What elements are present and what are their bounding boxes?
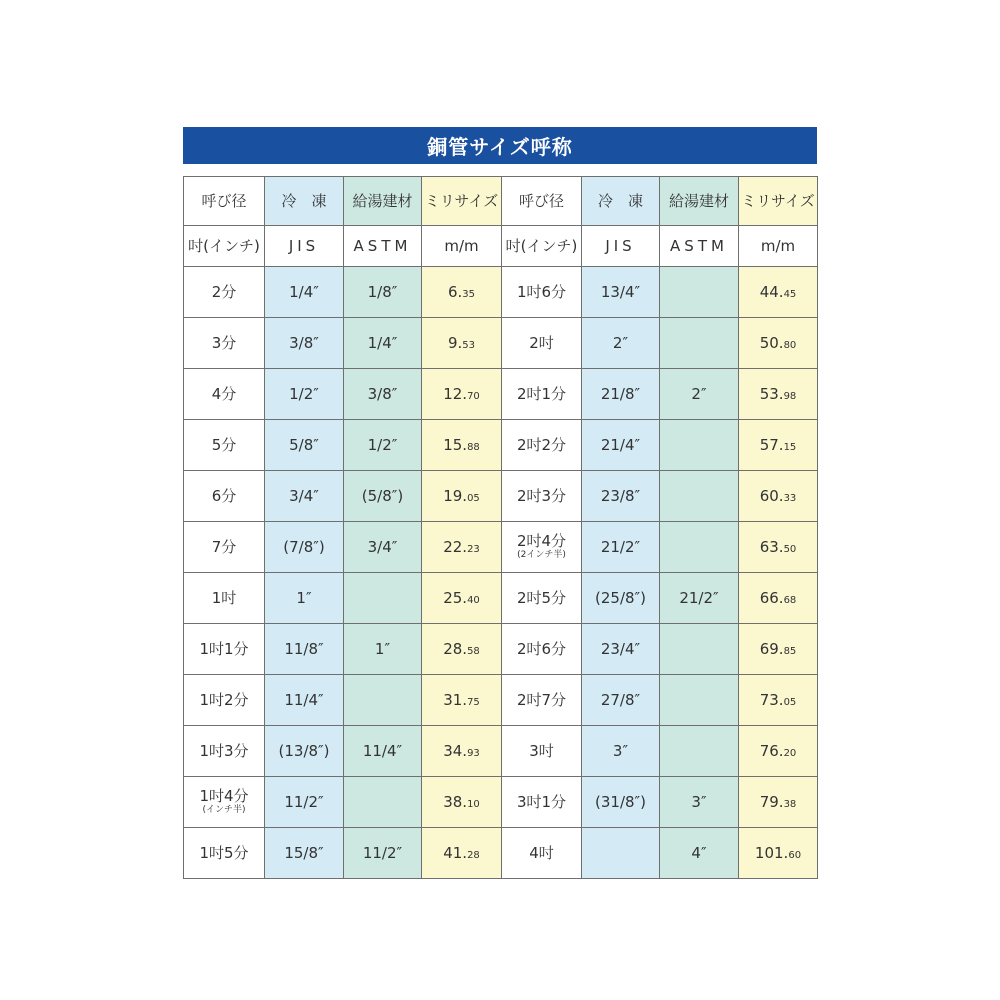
jis-cell: [582, 726, 660, 777]
mm-decimal: 10: [467, 798, 480, 810]
mm-integer: 53.: [759, 384, 784, 403]
astm-cell: [344, 369, 422, 420]
jis-text: 1/4″: [289, 282, 319, 301]
size-name-text: 3分: [211, 333, 237, 352]
mm-integer: 63.: [759, 537, 784, 556]
size-name-cell: [502, 471, 582, 522]
mm-cell: [739, 267, 818, 318]
size-name-text: 2吋7分: [516, 690, 567, 709]
astm-text: 1/8″: [367, 282, 398, 301]
unit-cell: JIS: [582, 226, 660, 267]
astm-cell: [660, 420, 739, 471]
jis-text: 23/8″: [600, 486, 641, 505]
mm-cell: [739, 828, 818, 879]
size-name-cell: [184, 267, 265, 318]
mm-decimal: 40: [467, 594, 480, 606]
jis-cell: [582, 777, 660, 828]
size-name-text: 1吋1分: [199, 639, 249, 658]
size-name-text: 1吋6分: [516, 282, 567, 301]
size-name-text: 4分: [211, 384, 237, 403]
header-cell: 給湯建材: [344, 177, 422, 226]
mm-integer: 12.: [443, 384, 468, 403]
astm-text: 2″: [691, 384, 707, 403]
astm-text: 11/2″: [362, 843, 403, 862]
mm-decimal: 05: [783, 696, 797, 708]
astm-cell: [660, 318, 739, 369]
mm-integer: 31.: [443, 690, 468, 709]
mm-integer: 41.: [443, 843, 468, 862]
astm-text: 11/4″: [362, 741, 403, 760]
mm-decimal: 58: [467, 645, 480, 657]
unit-row: [184, 226, 818, 267]
header-cell: ミリサイズ: [739, 177, 818, 226]
mm-cell: [739, 522, 818, 573]
astm-cell: [660, 624, 739, 675]
size-name-text: 2吋4分: [516, 532, 567, 551]
mm-integer: 101.: [754, 843, 789, 862]
table-row: [184, 369, 818, 420]
mm-decimal: 93: [467, 747, 480, 759]
unit-cell: m/m: [422, 226, 502, 267]
size-name-cell: [502, 726, 582, 777]
mm-integer: 25.: [443, 588, 468, 607]
size-name-text: 3吋: [529, 741, 554, 760]
astm-cell: [344, 777, 422, 828]
jis-cell: [582, 318, 660, 369]
size-name-text: 5分: [211, 435, 237, 454]
size-name-text: 7分: [211, 537, 237, 556]
size-name-cell: [184, 573, 265, 624]
jis-text: 1/2″: [289, 384, 319, 403]
table-row: [184, 318, 818, 369]
jis-text: 3″: [612, 741, 629, 760]
mm-integer: 22.: [443, 537, 468, 556]
mm-cell: [739, 624, 818, 675]
mm-cell: [422, 573, 502, 624]
size-name-text: 1吋3分: [199, 741, 249, 760]
mm-integer: 34.: [443, 741, 468, 760]
mm-decimal: 28: [467, 849, 480, 861]
mm-cell: [422, 828, 502, 879]
table-row: [184, 777, 818, 828]
jis-text: (7/8″): [283, 537, 325, 556]
astm-text: 1/2″: [367, 435, 398, 454]
size-name-text: 1吋: [211, 588, 237, 607]
jis-cell: [265, 267, 344, 318]
jis-cell: [582, 420, 660, 471]
mm-cell: [422, 369, 502, 420]
mm-cell: [422, 777, 502, 828]
mm-decimal: 53: [462, 339, 476, 351]
jis-text: 11/4″: [284, 690, 324, 709]
mm-decimal: 45: [783, 288, 797, 300]
size-name-cell: [184, 828, 265, 879]
size-name-text: 2吋: [529, 333, 554, 352]
jis-text: 21/2″: [600, 537, 641, 556]
size-name-text: 2吋6分: [516, 639, 567, 658]
astm-text: 3/4″: [367, 537, 398, 556]
size-name-cell: [502, 420, 582, 471]
size-name-cell: [184, 777, 265, 828]
jis-text: 11/2″: [284, 792, 324, 811]
size-name-text: 2吋1分: [516, 384, 567, 403]
table-row: [184, 522, 818, 573]
astm-cell: [660, 471, 739, 522]
mm-integer: 57.: [759, 435, 784, 454]
jis-text: 3/4″: [289, 486, 319, 505]
size-name-text: 2吋2分: [516, 435, 567, 454]
mm-decimal: 05: [467, 492, 480, 504]
mm-integer: 6.: [447, 282, 463, 301]
mm-cell: [422, 624, 502, 675]
size-name-cell: [502, 777, 582, 828]
mm-integer: 50.: [759, 333, 784, 352]
astm-text: (5/8″): [361, 486, 404, 505]
mm-integer: 44.: [759, 282, 784, 301]
mm-integer: 60.: [759, 486, 784, 505]
header-cell: ミリサイズ: [422, 177, 502, 226]
mm-decimal: 85: [783, 645, 797, 657]
astm-cell: [344, 624, 422, 675]
jis-cell: [265, 624, 344, 675]
mm-integer: 76.: [759, 741, 784, 760]
size-name-cell: [184, 522, 265, 573]
mm-decimal: 68: [783, 594, 797, 606]
mm-integer: 38.: [443, 792, 468, 811]
mm-decimal: 98: [783, 390, 797, 402]
astm-cell: [660, 573, 739, 624]
size-name-cell: [502, 369, 582, 420]
astm-text: 1″: [374, 639, 391, 658]
size-name-cell: [184, 318, 265, 369]
size-name-cell: [184, 369, 265, 420]
header-row: [184, 177, 818, 226]
mm-cell: [739, 573, 818, 624]
astm-text: 21/2″: [679, 588, 719, 607]
mm-cell: [422, 420, 502, 471]
jis-cell: [582, 573, 660, 624]
size-name-cell: [502, 828, 582, 879]
size-name-text: 2分: [211, 282, 237, 301]
astm-text: 4″: [691, 843, 707, 862]
astm-cell: [660, 726, 739, 777]
mm-cell: [422, 267, 502, 318]
header-cell: 冷 凍: [265, 177, 344, 226]
astm-cell: [660, 675, 739, 726]
jis-cell: [265, 675, 344, 726]
jis-text: 13/4″: [600, 282, 641, 301]
table-row: [184, 573, 818, 624]
mm-cell: [739, 369, 818, 420]
astm-cell: [660, 777, 739, 828]
mm-cell: [422, 471, 502, 522]
mm-decimal: 38: [783, 798, 797, 810]
size-name-cell: [502, 522, 582, 573]
mm-integer: 79.: [759, 792, 784, 811]
unit-cell: ASTM: [344, 226, 422, 267]
mm-decimal: 75: [467, 696, 480, 708]
page-title: 銅管サイズ呼称: [183, 127, 817, 164]
astm-cell: [344, 726, 422, 777]
jis-text: 1″: [296, 588, 312, 607]
mm-cell: [739, 420, 818, 471]
table-row: [184, 267, 818, 318]
jis-text: (25/8″): [595, 588, 646, 607]
mm-decimal: 23: [467, 543, 480, 555]
size-name-cell: [184, 624, 265, 675]
pipe-size-table: [183, 176, 818, 879]
jis-text: (31/8″): [595, 792, 646, 811]
size-name-text: 3吋1分: [516, 792, 567, 811]
header-cell: 呼び径: [502, 177, 582, 226]
jis-cell: [582, 522, 660, 573]
unit-cell: m/m: [739, 226, 818, 267]
jis-cell: [265, 522, 344, 573]
mm-cell: [739, 318, 818, 369]
mm-decimal: 60: [788, 849, 802, 861]
table-row: [184, 726, 818, 777]
astm-cell: [660, 522, 739, 573]
astm-cell: [344, 267, 422, 318]
jis-text: 11/8″: [284, 639, 324, 658]
mm-integer: 9.: [447, 333, 463, 352]
header-cell: 給湯建材: [660, 177, 739, 226]
unit-cell: 吋(インチ): [184, 226, 265, 267]
astm-text: 1/4″: [367, 333, 398, 352]
mm-cell: [739, 471, 818, 522]
jis-cell: [582, 267, 660, 318]
size-name-cell: [502, 267, 582, 318]
size-name-text: 2吋5分: [516, 588, 567, 607]
jis-text: 15/8″: [284, 843, 324, 862]
jis-text: 2″: [612, 333, 629, 352]
mm-cell: [739, 675, 818, 726]
table-row: [184, 420, 818, 471]
mm-cell: [422, 726, 502, 777]
mm-cell: [422, 675, 502, 726]
mm-decimal: 70: [467, 390, 480, 402]
jis-text: (13/8″): [278, 741, 330, 760]
jis-cell: [582, 675, 660, 726]
astm-text: 3″: [691, 792, 707, 811]
size-note: (2インチ半): [517, 549, 566, 560]
size-name-cell: [184, 726, 265, 777]
astm-cell: [660, 267, 739, 318]
header-cell: 呼び径: [184, 177, 265, 226]
mm-cell: [422, 522, 502, 573]
jis-cell: [582, 471, 660, 522]
table-row: [184, 624, 818, 675]
header-cell: 冷 凍: [582, 177, 660, 226]
jis-cell: [582, 624, 660, 675]
unit-cell: 吋(インチ): [502, 226, 582, 267]
mm-decimal: 33: [783, 492, 797, 504]
size-name-text: 1吋5分: [199, 843, 249, 862]
jis-cell: [265, 828, 344, 879]
jis-text: 3/8″: [289, 333, 319, 352]
size-name-text: 1吋4分: [199, 787, 249, 806]
mm-cell: [739, 777, 818, 828]
astm-cell: [660, 369, 739, 420]
astm-cell: [344, 420, 422, 471]
size-name-cell: [502, 675, 582, 726]
mm-decimal: 35: [462, 288, 476, 300]
astm-cell: [344, 471, 422, 522]
size-name-cell: [184, 471, 265, 522]
astm-cell: [344, 675, 422, 726]
jis-cell: [582, 369, 660, 420]
size-name-text: 2吋3分: [516, 486, 567, 505]
mm-integer: 19.: [443, 486, 468, 505]
unit-cell: JIS: [265, 226, 344, 267]
mm-decimal: 80: [783, 339, 797, 351]
jis-cell: [265, 471, 344, 522]
jis-text: 27/8″: [600, 690, 641, 709]
astm-cell: [344, 828, 422, 879]
jis-cell: [265, 726, 344, 777]
mm-integer: 15.: [443, 435, 468, 454]
mm-decimal: 15: [783, 441, 797, 453]
size-name-text: 1吋2分: [199, 690, 249, 709]
table-row: [184, 675, 818, 726]
astm-cell: [660, 828, 739, 879]
mm-decimal: 20: [783, 747, 797, 759]
mm-cell: [739, 726, 818, 777]
size-name-text: 4吋: [529, 843, 554, 862]
jis-cell: [265, 369, 344, 420]
mm-integer: 73.: [759, 690, 784, 709]
mm-decimal: 88: [467, 441, 480, 453]
mm-cell: [422, 318, 502, 369]
astm-cell: [344, 522, 422, 573]
astm-text: 3/8″: [367, 384, 398, 403]
unit-cell: ASTM: [660, 226, 739, 267]
jis-cell: [265, 777, 344, 828]
mm-decimal: 50: [783, 543, 797, 555]
size-name-cell: [502, 318, 582, 369]
size-name-text: 6分: [211, 486, 237, 505]
jis-text: 5/8″: [289, 435, 319, 454]
table-row: [184, 471, 818, 522]
size-name-cell: [184, 675, 265, 726]
jis-cell: [265, 573, 344, 624]
astm-cell: [344, 573, 422, 624]
jis-text: 23/4″: [600, 639, 641, 658]
size-note: (インチ半): [202, 804, 246, 815]
jis-text: 21/8″: [600, 384, 641, 403]
astm-cell: [344, 318, 422, 369]
size-name-cell: [502, 573, 582, 624]
jis-cell: [265, 318, 344, 369]
size-name-cell: [502, 624, 582, 675]
size-name-cell: [184, 420, 265, 471]
mm-integer: 69.: [759, 639, 784, 658]
table-row: [184, 828, 818, 879]
jis-cell: [582, 828, 660, 879]
mm-integer: 66.: [759, 588, 784, 607]
jis-text: 21/4″: [600, 435, 641, 454]
jis-cell: [265, 420, 344, 471]
mm-integer: 28.: [443, 639, 468, 658]
